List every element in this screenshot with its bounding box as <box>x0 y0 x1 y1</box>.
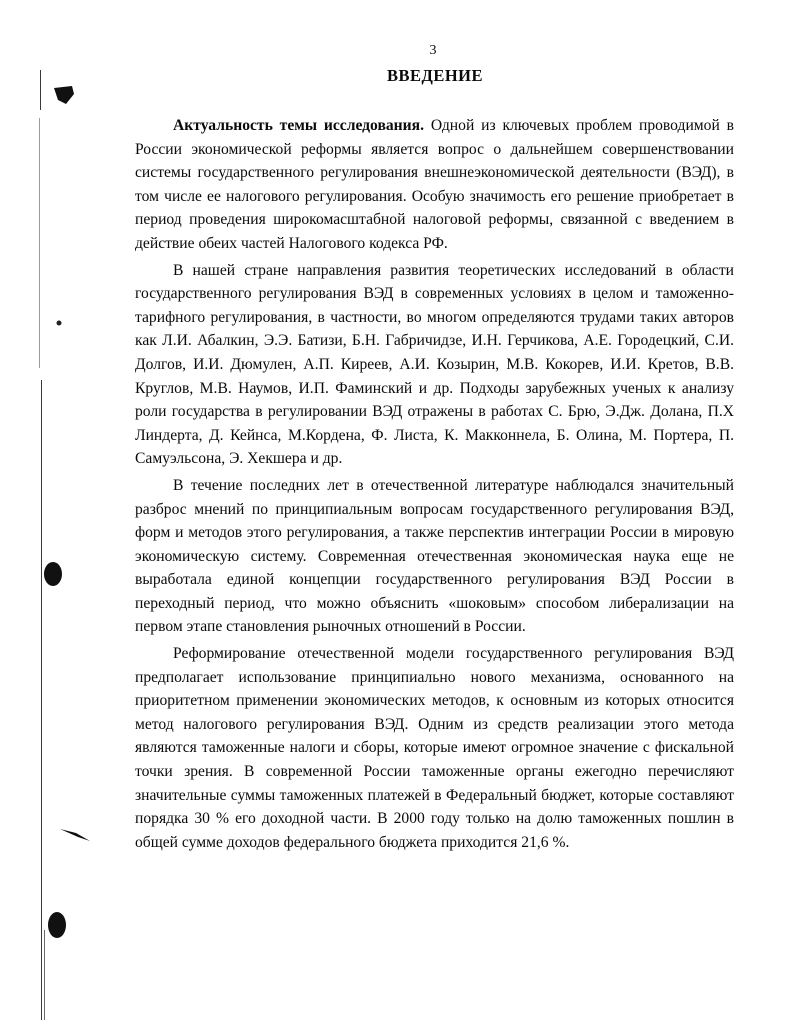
staple-mark <box>58 826 92 844</box>
scan-edge-line <box>39 118 40 368</box>
binder-hole-mark <box>52 84 76 106</box>
paragraph-text: Реформирование отечественной модели государственного регулирования ВЭД предполагает использование принципиально нового механизма, основанного на приоритетном применении экономических методов, к основным из которых относится метод налогового регулирования ВЭД. Одним из средств реализации этого метода являются таможенные налоги и сборы, которые имеют огромное значение с фискальной точки зрения. В современной России таможенные органы ежегодно перечисляют значительные суммы таможенных платежей в Федеральный бюджет, которые составляют порядка 30 % его доходной части. В 2000 году только на долю таможенных пошлин в общей сумме доходов федерального бюджета приходится 21,6 %. <box>135 645 734 851</box>
paragraph-lead: Актуальность темы исследования. <box>173 117 424 134</box>
dot-mark <box>56 320 62 326</box>
paragraph <box>135 642 734 854</box>
page-number: 3 <box>429 43 437 58</box>
paragraph-text: Одной из ключевых проблем проводимой в России экономической реформы является вопрос о дальнейшем совершенствовании системы государственного регулирования внешнеэкономической деятельности (ВЭД), в том числе ее налогового регулирования. Особую значимость его решение приобретает в период проведения широкомасштабной налоговой реформы, связанной с введением в действие обеих частей Налогового кодекса РФ. <box>135 117 734 252</box>
scan-edge-line <box>44 930 45 1020</box>
binder-hole-mark <box>46 910 68 940</box>
body-text <box>135 114 734 854</box>
binder-hole-mark <box>42 560 64 588</box>
paragraph <box>135 259 734 471</box>
paragraph-text: В нашей стране направления развития теоретических исследований в области государственного регулирования ВЭД в современных условиях в целом и таможенно-тарифного регулирования, в частности, во многом определяются трудами таких авторов как Л.И. Абалкин, Э.Э. Батизи, Б.Н. Габричидзе, И.Н. Герчикова, А.Е. Городецкий, С.И. Долгов, И.И. Дюмулен, А.П. Киреев, А.И. Козырин, М.В. Кокорев, И.И. Кретов, В.В. Круглов, М.В. Наумов, И.П. Фаминский и др. Подходы зарубежных ученых к анализу роли государства в регулировании ВЭД отражены в работах С. Брю, Э.Дж. Долана, П.Х Линдерта, Д. Кейнса, М.Кордена, Ф. Листа, К. Макконнела, Б. Олина, М. Портера, П. Самуэльсона, Э. Хекшера и др. <box>135 261 734 468</box>
paragraph <box>135 114 734 256</box>
scan-edge-line <box>41 380 42 1020</box>
paragraph <box>135 474 734 639</box>
section-heading: ВВЕДЕНИЕ <box>386 66 484 85</box>
paragraph-text: В течение последних лет в отечественной литературе наблюдался значительный разброс мнений по принципиальным вопросам государственного регулирования ВЭД, форм и методов этого регулирования, а также перспектив интеграции России в мировую экономическую систему. Современная отечественная экономическая наука еще не выработала единой концепции государственного регулирования ВЭД России в переходный период, что можно объяснить «шоковым» способом либерализации на первом этапе становления рыночных отношений в России. <box>135 476 734 636</box>
